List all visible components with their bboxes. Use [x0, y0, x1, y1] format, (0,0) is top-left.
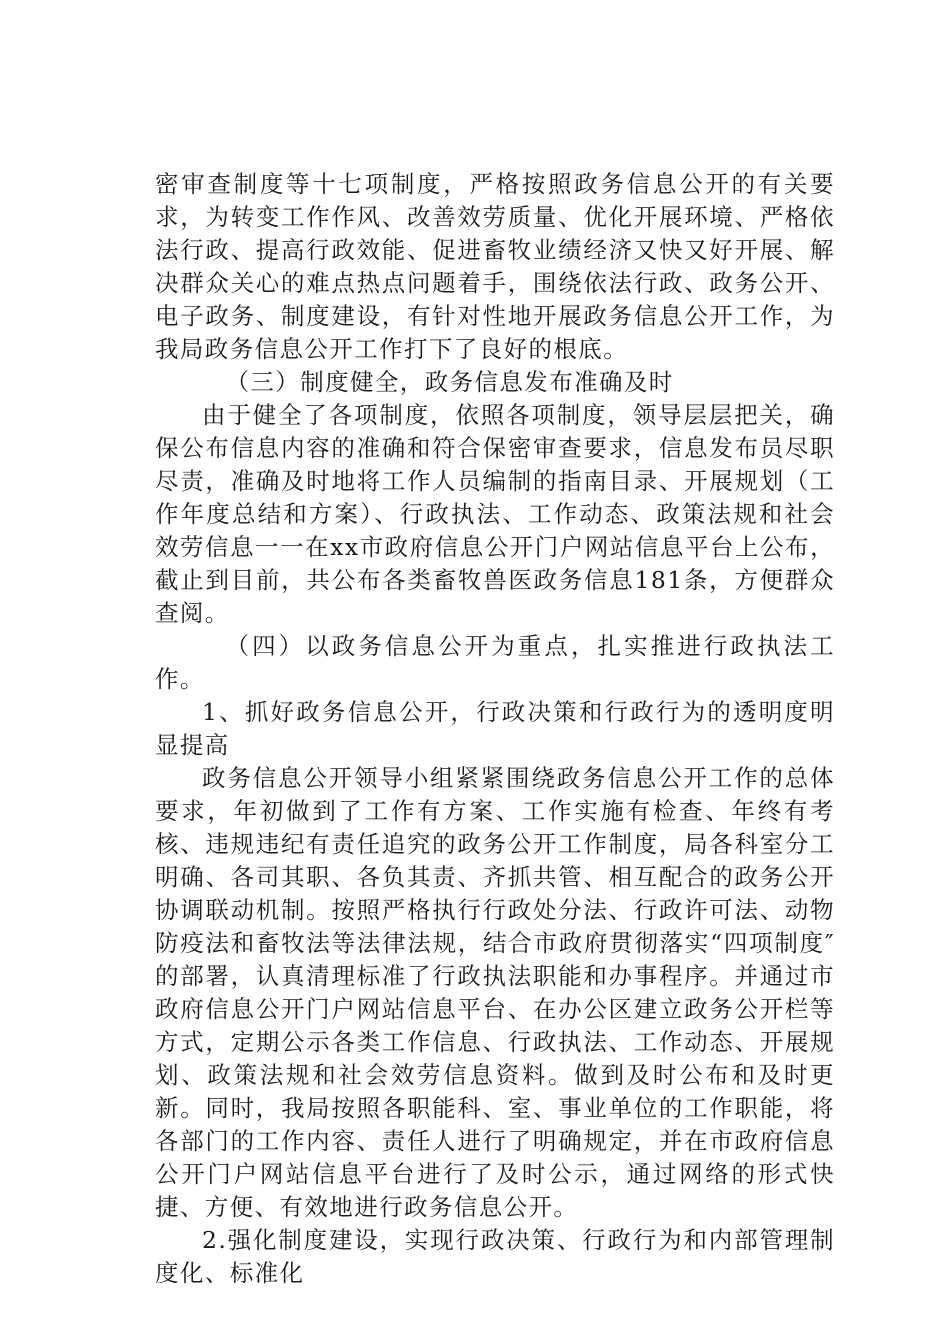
- paragraph-release: 由于健全了各项制度，依照各项制度，领导层层把关，确保公布信息内容的准确和符合保密审查要求，信息发布员尽职尽责，准确及时地将工作人员编制的指南目录、开展规划（工作年度总结和方案）、行政执法、工作动态、政策法规和社会效劳信息一一在xx市政府信息公开门户网站信息平台上公布，截止到目前，共公布各类畜牧兽医政务信息181条，方便群众查阅。: [155, 401, 835, 627]
- section-heading-three: （三）制度健全，政务信息发布准确及时: [225, 368, 674, 396]
- document-body: [155, 168, 835, 1290]
- paragraph-records-review: 密审查制度等十七项制度，严格按照政务信息公开的有关要求，为转变工作作风、改善效劳质量、优化开展环境、严格依法行政、提高行政效能、促进畜牧业绩经济又快又好开展、解决群众关心的难点热点问题着手，围绕依法行政、政务公开、电子政务、制度建设，有针对性地开展政务信息公开工作，为我局政务信息公开工作打下了良好的根底。: [155, 170, 835, 363]
- subheading-two: 2.强化制度建设，实现行政决策、行政行为和内部管理制度化、标准化: [155, 1226, 835, 1287]
- section-heading-four: （四）以政务信息公开为重点，扎实推进行政执法工作。: [155, 632, 835, 693]
- paragraph-leadership-group: 政务信息公开领导小组紧紧围绕政务信息公开工作的总体要求，年初做到了工作有方案、工作实施有检查、年终有考核、违规违纪有责任追究的政务公开工作制度，局各科室分工明确、各司其职、各负其责、齐抓共管、相互配合的政务公开协调联动机制。按照严格执行行政处分法、行政许可法、动物防疫法和畜牧法等法律法规，结合市政府贯彻落实“四项制度″的部署，认真清理标准了行政执法职能和办事程序。并通过市政府信息公开门户网站信息平台、在办公区建立政务公开栏等方式，定期公示各类工作信息、行政执法、工作动态、开展规划、政策法规和社会效劳信息资料。做到及时公布和及时更新。同时，我局按照各职能科、室、事业单位的工作职能，将各部门的工作内容、责任人进行了明确规定，并在市政府信息公开门户网站信息平台进行了及时公示，通过网络的形式快捷、方便、有效地进行政务信息公开。: [155, 764, 835, 1221]
- subheading-one: 1、抓好政务信息公开，行政决策和行政行为的透明度明显提高: [155, 698, 835, 759]
